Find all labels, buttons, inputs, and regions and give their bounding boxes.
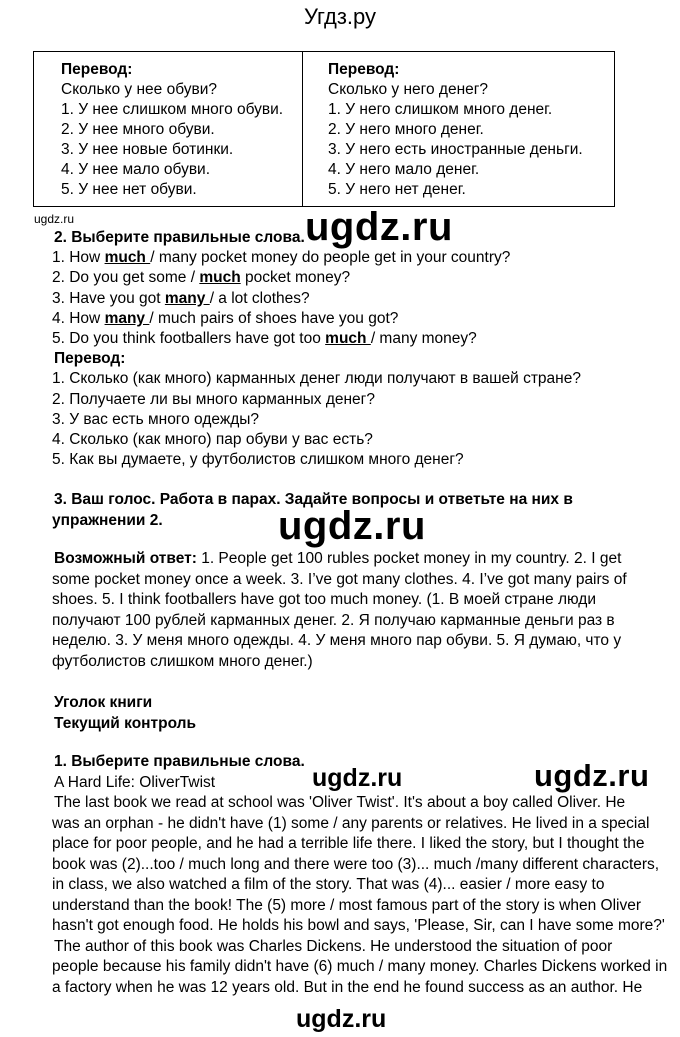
story-line: The last book we read at school was 'Oliver Twist'. It's about a boy called Oliver. He: [54, 794, 626, 811]
item-text: 3. Have you got: [52, 289, 165, 307]
table-line: 4. У нее мало обуви.: [61, 161, 211, 178]
watermark: ugdz.ru: [296, 1005, 387, 1033]
answer-line: неделю. 3. У меня много одежды. 4. У меня много пар обуви. 5. Я думаю, что у: [52, 632, 622, 649]
site-title: Угдз.ру: [303, 4, 377, 29]
table-left-heading: Перевод:: [61, 61, 133, 78]
watermark: ugdz.ru: [312, 764, 403, 792]
story-line: book was (2)...too / much long and there were too (3)... much /many different characters,: [52, 855, 660, 873]
translation-table: [33, 51, 615, 207]
exercise-item: [52, 329, 654, 349]
exercise-3-title-cont: упражнении 2.: [52, 511, 163, 529]
story-line: hasn't got enough food. He holds his bowl and says, 'Please, Sir, can I have some more?': [52, 917, 665, 934]
exercise-3-answer: [54, 549, 654, 672]
table-line: 1. У него слишком много денег.: [328, 101, 553, 118]
story-line: a factory when he was 12 years old. But in the end he found success as an author. He: [52, 978, 643, 996]
table-divider: [302, 52, 303, 206]
item-answer: much: [104, 249, 151, 267]
table-line: 3. У нее новые ботинки.: [61, 141, 234, 158]
story-line: in class, we also watched a film of the story. That was (4)... easier / more easy to: [52, 876, 605, 893]
table-line: 5. У нее нет обуви.: [61, 181, 197, 198]
story-line: understand than the book! The (5) more / most famous part of the story is when Oliver: [52, 896, 641, 914]
translation-line: 1. Сколько (как много) карманных денег люди получают в вашей стране?: [52, 370, 581, 388]
translation-heading: Перевод:: [54, 350, 126, 368]
table-line: 1. У нее слишком много обуви.: [61, 101, 284, 118]
item-text: pocket money?: [240, 269, 351, 287]
item-text: 4. How: [52, 309, 105, 327]
item-text: 1. How: [52, 249, 105, 267]
table-left-column: [61, 60, 283, 200]
story-line: people because his family didn't have (6) much / many money. Charles Dickens worked in: [52, 958, 668, 975]
answer-line: получают 100 рублей карманных денег. 2. Я получаю карманные деньги раз в: [52, 611, 615, 629]
table-line: Сколько у нее обуви?: [61, 81, 218, 98]
table-right-heading: Перевод:: [328, 61, 400, 78]
item-answer: many: [104, 309, 150, 327]
item-answer: many: [164, 289, 210, 307]
table-line: 4. У него мало денег.: [328, 161, 480, 178]
answer-label: Возможный ответ:: [54, 550, 197, 567]
exercise-2-title: 2. Выберите правильные слова.: [54, 229, 305, 246]
item-text: / a lot clothes?: [209, 289, 310, 307]
item-text: / much pairs of shoes have you got?: [149, 309, 399, 327]
story-line: The author of this book was Charles Dickens. He understood the situation of poor: [54, 937, 613, 955]
story-title: A Hard Life: OliverTwist: [54, 773, 216, 791]
exercise-3-title: 3. Ваш голос. Работа в парах. Задайте вопросы и ответьте на них в: [54, 491, 573, 508]
table-line: 2. У него много денег.: [328, 121, 484, 138]
exercise-3: [54, 490, 654, 531]
exercise-2: [54, 228, 654, 470]
item-text: / many pocket money do people get in your country?: [150, 249, 511, 267]
item-text: 5. Do you think footballers have got too: [52, 329, 326, 347]
exercise-1: [52, 752, 668, 998]
table-right-column: [328, 60, 583, 200]
answer-line: футболистов слишком много денег.): [52, 652, 313, 670]
answer-line: some pocket money once a week. 3. I’ve got many clothes. 4. I’ve got many pairs of: [52, 570, 627, 588]
table-line: Сколько у него денег?: [328, 81, 489, 98]
book-corner: [54, 693, 654, 734]
item-text: 2. Do you get some /: [52, 269, 200, 287]
watermark-small: ugdz.ru: [34, 212, 75, 226]
item-text: / many money?: [370, 329, 477, 347]
table-line: 2. У нее много обуви.: [61, 121, 215, 138]
exercise-item: [52, 309, 654, 329]
translation-line: 2. Получаете ли вы много карманных денег?: [52, 390, 375, 408]
item-answer: much: [199, 269, 241, 287]
translation-line: 5. Как вы думаете, у футболистов слишком много денег?: [52, 451, 464, 469]
exercise-item: [52, 248, 654, 268]
answer-line: shoes. 5. I think footballers have got too much money. (1. В моей стране люди: [52, 591, 597, 608]
book-corner-title: Уголок книги: [54, 694, 153, 711]
table-line: 5. У него нет денег.: [328, 181, 466, 198]
answer-text: 1. People get 100 rubles pocket money in my country. 2. I get: [196, 550, 622, 567]
watermark: ugdz.ru: [534, 758, 650, 793]
table-line: 3. У него есть иностранные деньги.: [328, 141, 583, 158]
exercise-item: [52, 268, 654, 288]
watermark: ugdz.ru: [305, 205, 453, 249]
item-answer: much: [325, 329, 371, 347]
exercise-1-title: 1. Выберите правильные слова.: [54, 753, 305, 770]
answer-line: [54, 549, 654, 570]
book-corner-subtitle: Текущий контроль: [54, 714, 197, 732]
story-line: was an orphan - he didn't have (1) some / any parents or relatives. He lived in a special: [52, 814, 650, 832]
watermark: ugdz.ru: [278, 504, 426, 548]
translation-line: 3. У вас есть много одежды?: [52, 410, 259, 428]
translation-line: 4. Сколько (как много) пар обуви у вас есть?: [52, 430, 373, 448]
exercise-item: [52, 289, 654, 309]
story-line: place for poor people, and he had a terrible life there. I liked the story, but I thought the: [52, 835, 645, 852]
